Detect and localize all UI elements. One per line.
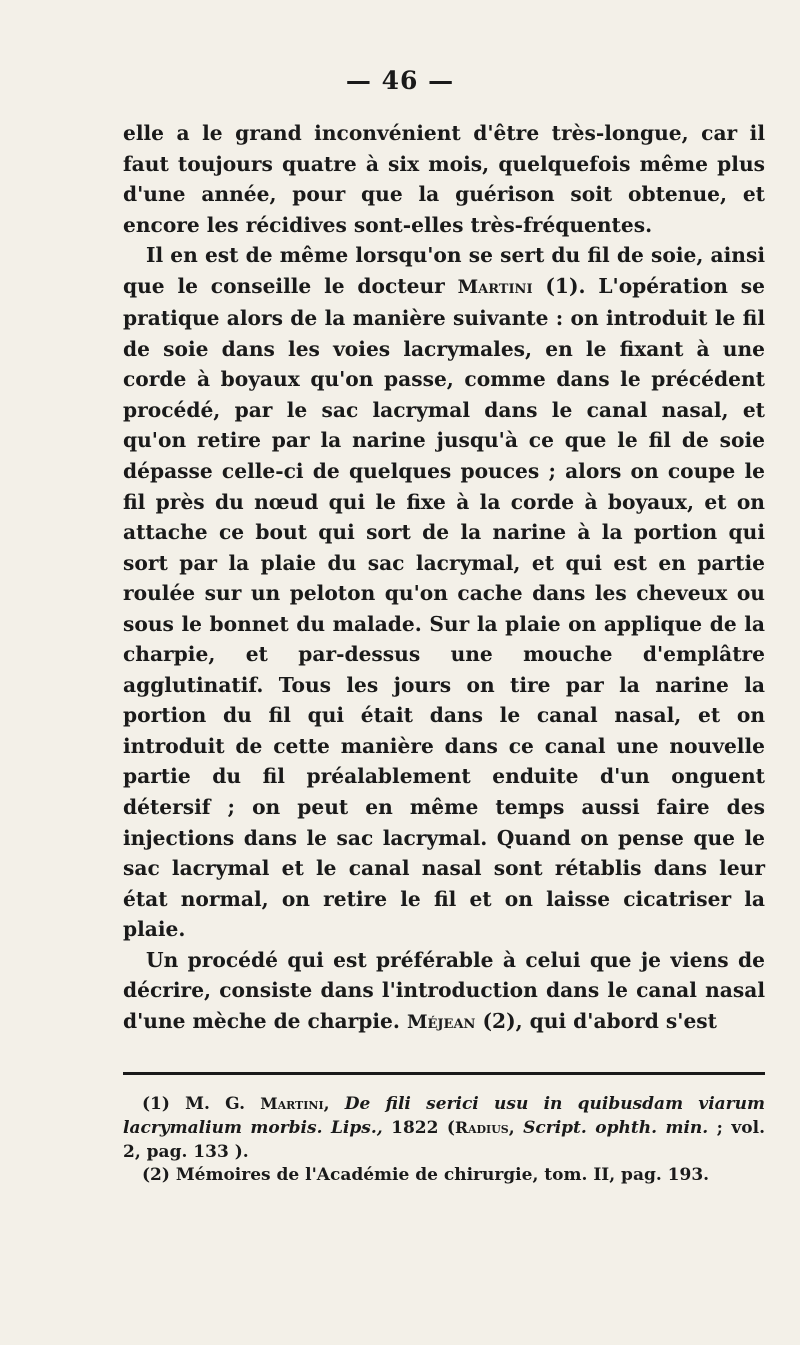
footnotes (123, 1092, 765, 1188)
footnote-1-sep: , (323, 1094, 345, 1114)
footnote-1-end: ; vol. 2, pag. 133 ). (123, 1118, 765, 1162)
paragraph-3-rest: (2), qui d'abord s'est (475, 1008, 717, 1033)
footnote-2: (2) Mémoires de l'Académie de chirurgie, tom. II, pag. 193. (142, 1165, 710, 1186)
paragraph-2-rest: (1). L'opération se pratique alors de la manière suivante : on introduit le fil de soie dans les voies lacrymales, en le fixant à une corde à boyaux qu'on passe, comme dans le précédent procédé, par le sac lacrymal dans le canal nasal, et qu'on retire par la narine jusqu'à ce que le fil de soie dépasse celle-ci de quelques pouces ; alors on coupe le fil près du nœud qui le fixe à la corde à boyaux, et on attache ce bout qui sort de la narine à la portion qui sort par la plaie du sac lacrymal, et qui est en partie roulée sur un peloton qu'on cache dans les cheveux ou sous le bonnet du malade. Sur la plaie on applique de la charpie, et par-dessus une mouche d'emplâtre agglutinatif. Tous les jours on tire par la narine la portion du fil qui était dans le canal nasal, et on introduit de cette manière dans ce canal une nouvelle partie du fil préalablement enduite d'un onguent détersif ; on peut en même temps aussi faire des injections dans le sac lacrymal. Quand on pense que le sac lacrymal et le canal nasal sont rétablis dans leur état normal, on retire le fil et on laisse cicatriser la plaie. (123, 273, 766, 942)
footnote-divider (123, 1072, 765, 1075)
footnote-1-script: Script. ophth. min. (523, 1118, 709, 1139)
footnote-1-radius: Radius (454, 1118, 509, 1138)
footnote-1-title: De fili serici usu in quibusdam viarum lacrymalium morbis. Lips., (123, 1094, 765, 1139)
paragraph-2-start: Il en est de même lorsqu'on se sert du fil de soie, ainsi que le conseille le docteur (123, 243, 765, 298)
footnote-1 (123, 1092, 765, 1164)
footnote-1-year: 1822 ( (382, 1118, 455, 1139)
footnote-1-sep2: , (508, 1118, 524, 1139)
main-text (123, 118, 765, 1038)
paragraph-3 (123, 945, 765, 1039)
paragraph-2 (123, 240, 765, 945)
page-number: — 46 — (345, 66, 455, 95)
paragraph-1: elle a le grand inconvénient d'être très-longue, car il faut toujours quatre à six mois, quelquefois même plus d'une année, pour que la guérison soit obtenue, et encore les récidives sont-elles très-fréquentes. (123, 121, 765, 237)
paragraph-3-start: Un procédé qui est préférable à celui que je viens de décrire, consiste dans l'introduction dans le canal nasal d'une mèche de charpie. (123, 947, 765, 1033)
footnote-1-prefix: (1) M. G. (142, 1094, 261, 1114)
footnote-1-author: Martini (260, 1094, 324, 1113)
author-name-mejean: Méjean (406, 1011, 476, 1033)
author-name-martini: Martini (457, 276, 533, 298)
